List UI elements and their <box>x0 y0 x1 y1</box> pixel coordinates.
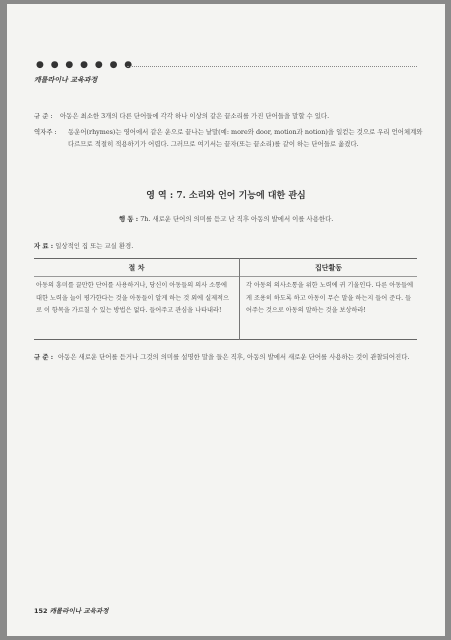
behavior-goal <box>119 214 333 223</box>
table-cell-group-activity: 각 아동의 의사소통을 위한 노력에 귀 기울인다. 다른 아동들에게 조용히 하도록 하고 아동이 무슨 말을 하는지 들어 준다. 들어주는 것으로 아동의 말하는 것을 보상하라! <box>246 282 414 314</box>
criterion-2-label: 규 준 : <box>34 353 54 361</box>
materials-label: 자 료 : <box>34 242 54 250</box>
materials-text: 일상적인 집 또는 교실 환경. <box>55 242 134 250</box>
criterion-1-label: 규 준 : <box>34 112 53 120</box>
header-dots: ● ● ● ● ● ● ● <box>36 60 135 70</box>
table-top-rule <box>34 258 417 259</box>
behavior-text: 7h. 새로운 단어의 의미를 듣고 난 직후 아동의 발에서 이를 사용한다. <box>140 215 334 223</box>
page-footer <box>34 606 108 615</box>
criterion-1-text: 아동은 최소한 3개의 다른 단어들에 각각 하나 이상의 같은 끝소리를 가진 단어들을 말할 수 있다. <box>60 112 330 120</box>
header-title: 캐롤라이나 교육과정 <box>34 76 98 84</box>
document-page <box>7 4 445 636</box>
table-header-rule <box>34 276 417 277</box>
table-cell-procedure: 아동의 흥미를 끌만한 단어를 사용하거나, 당신이 아동들의 의사 소통에 대한 노력을 늘이 평가한다는 것을 아동들이 알게 하는 것 외에 실제적으로 이 항목을 가르칠 수 있는 방법은 없다. 들어주고 관심을 나타내라! <box>36 282 230 314</box>
behavior-label: 행 동 : <box>119 215 139 223</box>
footer-title: 캐롤라이나 교육과정 <box>49 607 109 615</box>
translator-note <box>34 126 423 172</box>
materials <box>34 241 133 250</box>
criterion-2 <box>34 351 424 364</box>
table-header-group-activity: 집단활동 <box>314 263 343 272</box>
table-header-procedure: 절 차 <box>128 263 145 272</box>
translator-note-text: 동운어(rhymes)는 영어에서 같은 운으로 끝나는 낱말(예: more와 door, motion과 notion)을 일컫는 것으로 우리 언어체계와 다르므로 적절히 적용하기가 어렵다. 그러므로 여기서는 끝자(또는 끝소리)를 같이 하는 단어들로 옮겼다. <box>68 128 423 148</box>
section-title: 영 역 : 7. 소리와 언어 기능에 대한 관심 <box>146 191 306 201</box>
translator-note-label: 역자주 : <box>34 128 57 136</box>
header-rule <box>127 66 417 67</box>
table-bottom-rule <box>34 339 417 340</box>
page-number: 152 <box>34 607 48 615</box>
procedure-table <box>34 258 417 340</box>
criterion-1 <box>34 110 419 124</box>
criterion-2-text: 아동은 새로운 단어를 듣거나 그것의 의미를 설명한 말을 들은 직후, 아동의 발에서 새로운 단어를 사용하는 것이 관찰되어진다. <box>58 353 410 361</box>
